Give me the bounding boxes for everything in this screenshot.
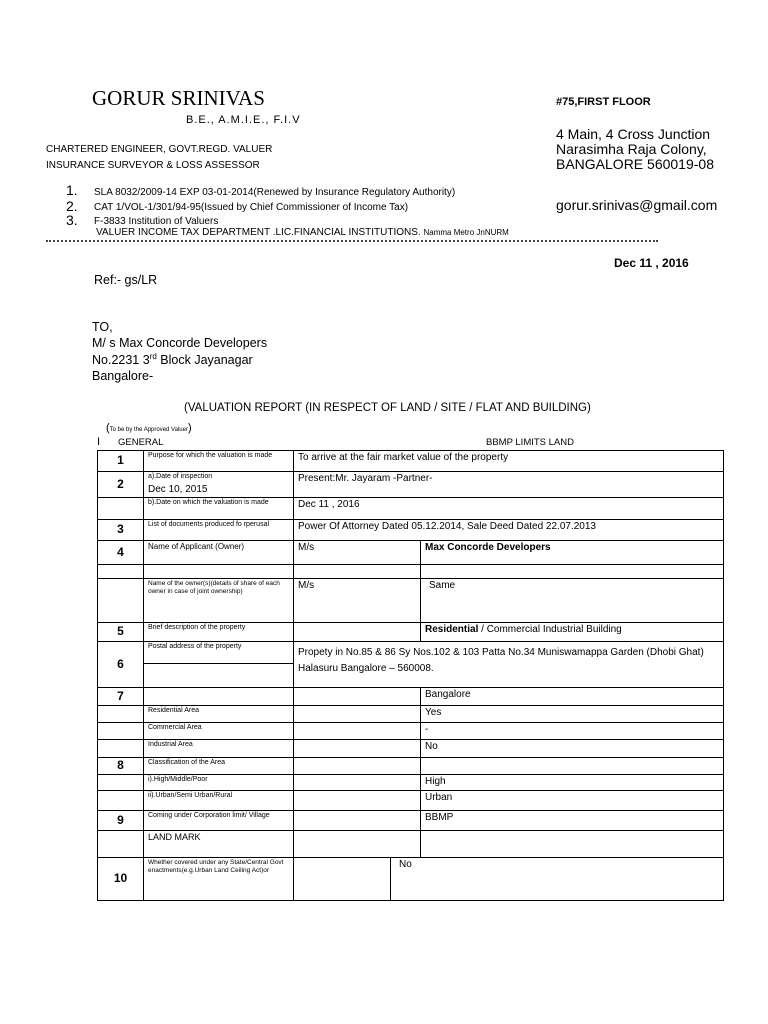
row-value: Max Concorde Developers — [421, 541, 724, 565]
row-number: 9 — [98, 811, 144, 831]
address-line3: Narasimha Raja Colony, — [556, 141, 707, 157]
table-row — [98, 723, 724, 740]
registration-3b: VALUER INCOME TAX DEPARTMENT .LIC.FINANCIAL INSTITUTIONS. Namma Metro JnNURM — [96, 227, 509, 238]
row-label: i).High/Middle/Poor — [144, 775, 294, 791]
table-row — [98, 498, 724, 520]
row-label: Brief description of the property — [144, 623, 294, 642]
row-label: a).Date of inspection Dec 10, 2015 — [144, 472, 294, 498]
table-row — [98, 642, 724, 664]
row-number: 1 — [98, 451, 144, 472]
table-row — [98, 758, 724, 775]
row-label: b).Date on which the valuation is made — [144, 498, 294, 520]
section-roman: I — [97, 436, 101, 448]
report-title: (VALUATION REPORT (IN RESPECT OF LAND / SITE / FLAT AND BUILDING) — [184, 402, 591, 414]
table-row — [98, 520, 724, 541]
row-number: 6 — [98, 642, 144, 688]
table-row — [98, 579, 724, 623]
letterhead-line1: CHARTERED ENGINEER, GOVT.REGD. VALUER — [46, 144, 273, 155]
approved-valuer-note: (To be by the Approved Valuer) — [106, 422, 192, 434]
row-value: To arrive at the fair market value of the property — [294, 451, 724, 472]
row-label: Postal address of the property — [144, 642, 294, 664]
registration-1: SLA 8032/2009-14 EXP 03-01-2014(Renewed by Insurance Regulatory Authority) — [94, 187, 456, 198]
to-label: TO, — [92, 320, 113, 334]
table-row — [98, 706, 724, 723]
address-line1: #75,FIRST FLOOR — [556, 96, 651, 108]
row-label: Classification of the Area — [144, 758, 294, 775]
registration-2: CAT 1/VOL-1/301/94-95(Issued by Chief Commissioner of Income Tax) — [94, 202, 409, 213]
table-row — [98, 775, 724, 791]
row-value: Present:Mr. Jayaram -Partner- — [294, 472, 724, 498]
separator-line — [46, 240, 658, 242]
table-row — [98, 472, 724, 498]
table-row — [98, 451, 724, 472]
table-row — [98, 858, 724, 901]
letterhead-name: GORUR SRINIVAS — [92, 86, 265, 110]
row-label: List of documents produced fo rperusal — [144, 520, 294, 541]
row-value: - — [421, 723, 724, 740]
addressee-city: Bangalore- — [92, 369, 154, 383]
table-row — [98, 831, 724, 858]
row-value: Power Of Attorney Dated 05.12.2014, Sale Deed Dated 22.07.2013 — [294, 520, 724, 541]
row-label: ii).Urban/Semi Urban/Rural — [144, 791, 294, 811]
reg-number-3: 3. — [66, 212, 78, 228]
row-number: 7 — [98, 688, 144, 706]
row-value: Dec 11 , 2016 — [294, 498, 724, 520]
row-value: Bangalore — [421, 688, 724, 706]
reg-number-2: 2. — [66, 198, 78, 214]
row-number: 3 — [98, 520, 144, 541]
addressee-street: No.2231 3rd Block Jayanagar — [92, 352, 253, 368]
section-general: GENERAL — [118, 437, 164, 448]
table-row — [98, 791, 724, 811]
reg-number-1: 1. — [66, 182, 78, 198]
row-label: Coming under Corporation limit/ Village — [144, 811, 294, 831]
email: gorur.srinivas@gmail.com — [556, 197, 718, 213]
addressee-name: M/ s Max Concorde Developers — [92, 336, 268, 350]
row-value: High — [421, 775, 724, 791]
table-row — [98, 541, 724, 565]
table-row — [98, 623, 724, 642]
registration-3: F-3833 Institution of Valuers — [94, 216, 219, 227]
row-label: Whether covered under any State/Central Govt enactments(e.g.Urban Land Ceiling Act)or — [144, 858, 294, 901]
row-number: 4 — [98, 541, 144, 565]
reference: Ref:- gs/LR — [94, 273, 158, 287]
letterhead-line2: INSURANCE SURVEYOR & LOSS ASSESSOR — [46, 160, 260, 171]
row-label: Name of the owner(s)(details of share of each owner in case of joint ownership) — [144, 579, 294, 623]
row-number: 8 — [98, 758, 144, 775]
row-label: Residential Area — [144, 706, 294, 723]
table-row — [98, 688, 724, 706]
row-value: No — [421, 740, 724, 758]
row-value: Yes — [421, 706, 724, 723]
row-value: Propety in No.85 & 86 Sy Nos.102 & 103 Patta No.34 Muniswamappa Garden (Dhobi Ghat) Halasuru Bangalore – 560008. — [294, 642, 724, 688]
table-row — [98, 740, 724, 758]
row-number: 5 — [98, 623, 144, 642]
table-row — [98, 565, 724, 579]
row-value: Urban — [421, 791, 724, 811]
row-number: 10 — [98, 858, 144, 901]
row-label: Purpose for which the valuation is made — [144, 451, 294, 472]
address-line4: BANGALORE 560019-08 — [556, 156, 714, 172]
row-value: Residential / Commercial Industrial Building — [421, 623, 724, 642]
row-value: Same — [421, 579, 724, 623]
letterhead-qualifications: B.E., A.M.I.E., F.I.V — [186, 114, 301, 126]
address-line2: 4 Main, 4 Cross Junction — [556, 126, 711, 142]
row-ms: M/s — [294, 541, 421, 565]
row-ms: M/s — [294, 579, 421, 623]
row-label: LAND MARK — [144, 831, 294, 858]
letter-date: Dec 11 , 2016 — [614, 256, 689, 270]
row-label: Commercial Area — [144, 723, 294, 740]
section-limits: BBMP LIMITS LAND — [486, 437, 574, 448]
row-label: Industrial Area — [144, 740, 294, 758]
row-value: No — [391, 858, 724, 901]
table-row — [98, 811, 724, 831]
row-label: Name of Applicant (Owner) — [144, 541, 294, 565]
row-number: 2 — [98, 472, 144, 498]
valuation-general-table — [97, 450, 724, 901]
row-value: BBMP — [421, 811, 724, 831]
